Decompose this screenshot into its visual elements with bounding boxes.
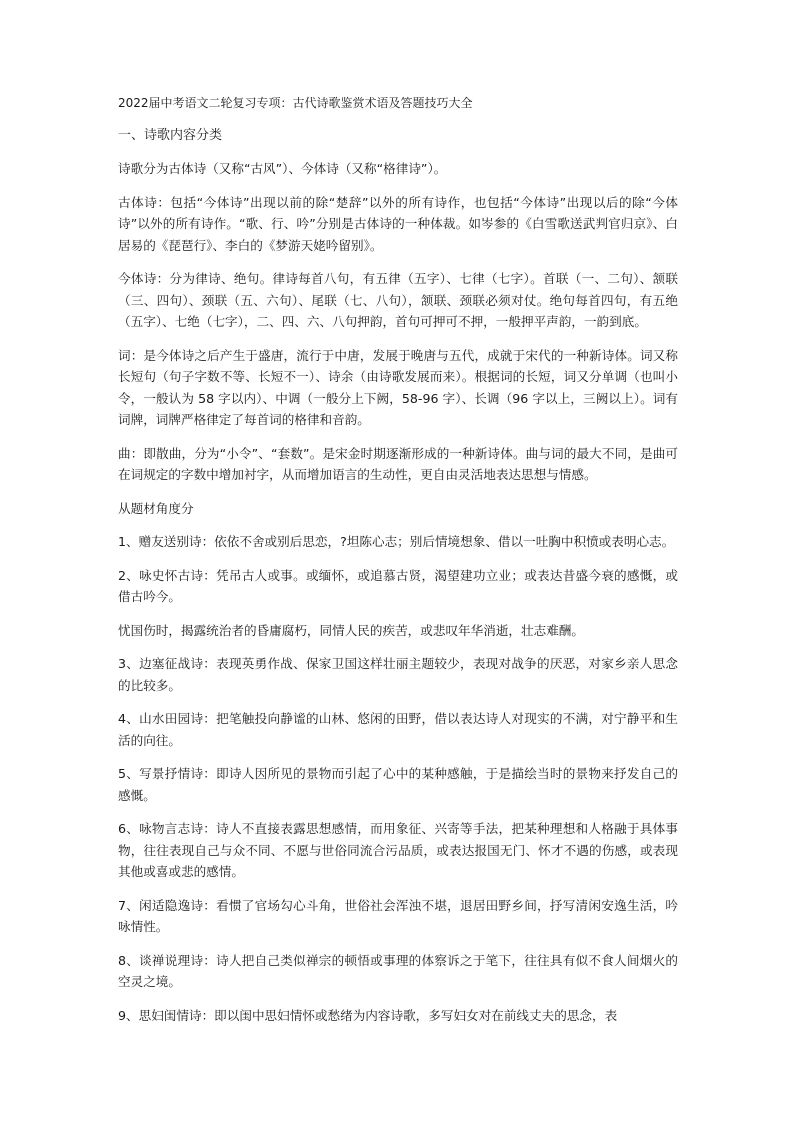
document-title: 2022届中考语文二轮复习专项：古代诗歌鉴赏术语及答题技巧大全	[118, 96, 473, 110]
paragraph-ci-poetry: 词：是今体诗之后产生于盛唐，流行于中唐，发展于晚唐与五代，成就于宋代的一种新诗体。词又称长短句（句子字数不等、长短不一）、诗余（由诗歌发展而来）。根据词的长短，词又分单调（也叫小令，一般认为 58 字以内）、中调（一般分上下阙，58-96 字）、长调（96 字以上，三阙以上）。词有词牌，词牌严格律定了每首词的格律和音韵。	[118, 347, 678, 427]
section-heading-content-classification: 一、诗歌内容分类	[118, 128, 223, 143]
list-item-farewell-poems: 1、赠友送别诗：依依不舍或别后思恋，?坦陈心志；别后情境想象、借以一吐胸中积愤或表明心志。	[118, 534, 675, 549]
paragraph-qu-poetry: 曲：即散曲，分为“小令”、“套数”。是宋金时期逐渐形成的一种新诗体。曲与词的最大不同，是曲可在词规定的字数中增加衬字，从而增加语言的生动性，更自由灵活地表达思想与情感。	[118, 445, 678, 482]
list-item-object-poems: 6、咏物言志诗：诗人不直接表露思想感情，而用象征、兴寄等手法，把某种理想和人格融于具体事物，往往表现自己与众不同、不愿与世俗同流合污品质，或表达报国无门、怀才不遇的伤感，或表现其他或喜或悲的感情。	[118, 821, 678, 879]
list-item-historical-poems: 2、咏史怀古诗：凭吊古人或事。或缅怀，或追慕古贤，渴望建功立业；或表达昔盛今衰的感慨，或借古吟今。	[118, 567, 678, 604]
list-item-zen-poems: 8、谈禅说理诗：诗人把自己类似禅宗的顿悟或事理的体察诉之于笔下，往往具有似不食人间烟火的空灵之境。	[118, 952, 678, 989]
list-item-frontier-poems: 3、边塞征战诗：表现英勇作战、保家卫国这样壮丽主题较少，表现对战争的厌恶，对家乡亲人思念的比较多。	[118, 656, 678, 693]
paragraph-modern-style-poetry: 今体诗：分为律诗、绝句。律诗每首八句，有五律（五字）、七律（七字）。首联（一、二句）、颔联（三、四句）、颈联（五、六句）、尾联（七、八句），颔联、颈联必须对仗。绝句每首四句，有五绝（五字）、七绝（七字），二、四、六、八句押韵，首句可押可不押，一般押平声韵，一韵到底。	[118, 271, 678, 329]
list-item-scenery-lyric-poems: 5、写景抒情诗：即诗人因所见的景物而引起了心中的某种感触，于是描绘当时的景物来抒发自己的感慨。	[118, 766, 678, 803]
paragraph-poetry-types: 诗歌分为古体诗（又称“古风”）、今体诗（又称“格律诗”）。	[118, 161, 447, 176]
paragraph-patriotic-sorrow: 忧国伤时，揭露统治者的昏庸腐朽，同情人民的疾苦，或悲叹年华消逝，壮志难酬。	[118, 622, 584, 638]
document-page	[118, 95, 678, 1026]
paragraph-ancient-style-poetry: 古体诗：包括“今体诗”出现以前的除“楚辞”以外的所有诗作，也包括“今体诗”出现以后的除“今体诗”以外的所有诗作。“歌、行、吟”分别是古体诗的一种体裁。如岑参的《白雪歌送武判官归京》、白居易的《琵琶行》、李白的《梦游天姥吟留别》。	[118, 194, 678, 253]
list-item-leisure-poems: 7、闲适隐逸诗：看惯了官场勾心斗角，世俗社会浑浊不堪，退居田野乡间，抒写清闲安逸生活，吟咏情性。	[118, 897, 678, 934]
list-item-landscape-poems: 4、山水田园诗：把笔触投向静谧的山林、悠闲的田野，借以表达诗人对现实的不满，对宁静平和生活的向往。	[118, 711, 678, 748]
subheading-by-subject: 从题材角度分	[118, 500, 194, 516]
list-item-boudoir-poems: 9、思妇闺情诗：即以闺中思妇情怀或愁绪为内容诗歌，多写妇女对在前线丈夫的思念，表	[118, 1007, 618, 1023]
